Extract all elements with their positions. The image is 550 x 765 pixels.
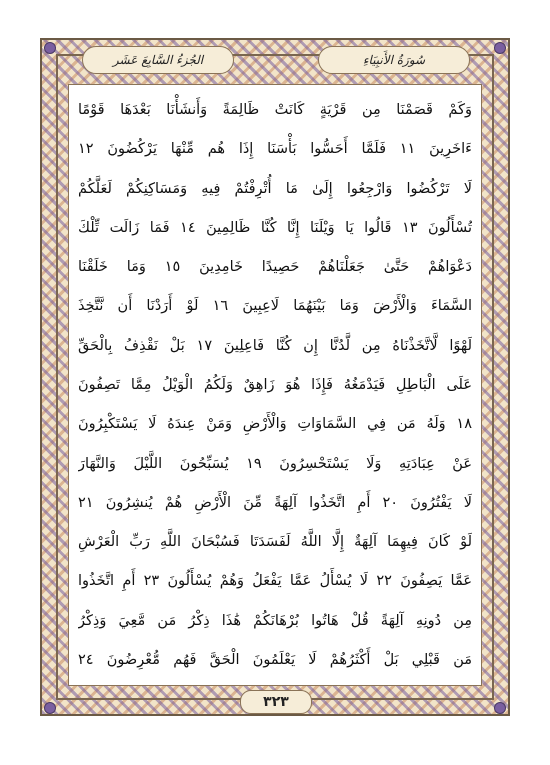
corner-ornament-icon xyxy=(494,702,506,714)
verse-lines xyxy=(78,92,472,678)
verse-line: لَوْ كَانَ فِيهِمَا آلِهَةٌ إِلَّا اللَّهُ لَفَسَدَتَا فَسُبْحَانَ اللَّهِ رَبِّ الْعَرْشِ xyxy=(78,534,472,551)
verse-line: السَّمَاءَ وَالْأَرْضَ وَمَا بَيْنَهُمَا لَاعِبِينَ ١٦ لَوْ أَرَدْنَا أَن نَّتَّخِذَ xyxy=(78,298,472,315)
verse-line: لَا يَفْتُرُونَ ٢٠ أَمِ اتَّخَذُوا آلِهَةً مِّنَ الْأَرْضِ هُمْ يُنشِرُونَ ٢١ xyxy=(78,494,472,511)
verse-line: عَنْ عِبَادَتِهِ وَلَا يَسْتَحْسِرُونَ ١٩ يُسَبِّحُونَ اللَّيْلَ وَالنَّهَارَ xyxy=(78,455,472,472)
verse-line: ١٨ وَلَهُ مَن فِي السَّمَاوَاتِ وَالْأَرْضِ وَمَنْ عِندَهُ لَا يَسْتَكْبِرُونَ xyxy=(78,416,472,433)
verse-line: لَا تَرْكُضُوا وَارْجِعُوا إِلَىٰ مَا أُتْرِفْتُمْ فِيهِ وَمَسَاكِنِكُمْ لَعَلَّكُمْ xyxy=(78,180,472,197)
verse-line: وَكَمْ قَصَمْنَا مِن قَرْيَةٍ كَانَتْ ظَالِمَةً وَأَنشَأْنَا بَعْدَهَا قَوْمًا xyxy=(78,102,472,118)
verse-line: مِن دُونِهِ آلِهَةً قُلْ هَاتُوا بُرْهَانَكُمْ هَٰذَا ذِكْرُ مَن مَّعِيَ وَذِكْرُ xyxy=(78,612,472,629)
corner-ornament-icon xyxy=(44,702,56,714)
corner-ornament-icon xyxy=(44,42,56,54)
surah-title: سُورَةُ الأَنبِيَاءِ xyxy=(318,46,470,74)
corner-ornament-icon xyxy=(494,42,506,54)
verse-line: مَن قَبْلِي بَلْ أَكْثَرُهُمْ لَا يَعْلَمُونَ الْحَقَّ فَهُم مُّعْرِضُونَ ٢٤ xyxy=(78,651,472,668)
page-number: ٣٢٣ xyxy=(240,690,312,714)
verse-line: عَلَى الْبَاطِلِ فَيَدْمَغُهُ فَإِذَا هُوَ زَاهِقٌ وَلَكُمُ الْوَيْلُ مِمَّا تَصِفُونَ xyxy=(78,376,472,393)
verse-line: تُسْأَلُونَ ١٣ قَالُوا يَا وَيْلَنَا إِنَّا كُنَّا ظَالِمِينَ ١٤ فَمَا زَالَت تِّلْكَ xyxy=(78,219,472,236)
juz-title: الجُزءُ السَّابِعَ عَشَر xyxy=(82,46,234,74)
verse-line: ءَاخَرِينَ ١١ فَلَمَّا أَحَسُّوا بَأْسَنَا إِذَا هُم مِّنْهَا يَرْكُضُونَ ١٢ xyxy=(78,141,472,158)
verse-line: دَعْوَاهُمْ حَتَّىٰ جَعَلْنَاهُمْ حَصِيدًا خَامِدِينَ ١٥ وَمَا خَلَقْنَا xyxy=(78,259,472,276)
verse-line: عَمَّا يَصِفُونَ ٢٢ لَا يُسْأَلُ عَمَّا يَفْعَلُ وَهُمْ يُسْأَلُونَ ٢٣ أَمِ اتَّخَذُوا xyxy=(78,573,472,590)
verse-line: لَهْوًا لَّاتَّخَذْنَاهُ مِن لَّدُنَّا إِن كُنَّا فَاعِلِينَ ١٧ بَلْ نَقْذِفُ بِالْحَقِّ xyxy=(78,337,472,354)
